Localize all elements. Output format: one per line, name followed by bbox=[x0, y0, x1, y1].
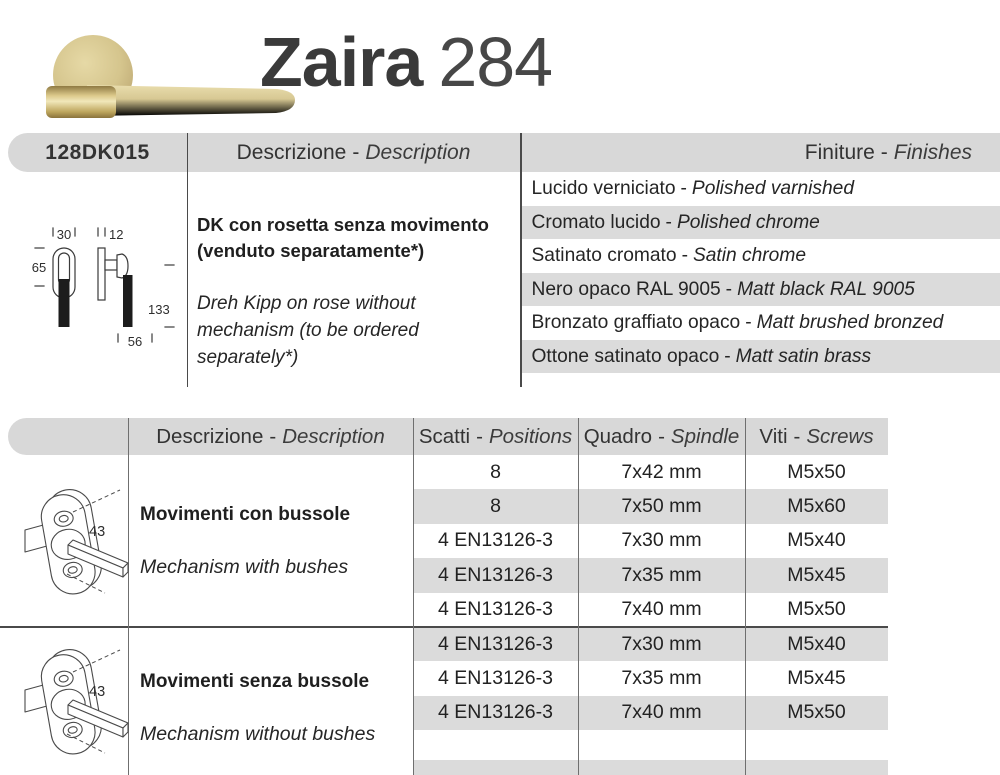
spindle-value: 7x42 mm bbox=[621, 460, 702, 483]
separator-dash: - bbox=[725, 278, 733, 300]
spindle-header-it: Quadro bbox=[583, 424, 653, 448]
finish-en: Matt satin brass bbox=[735, 345, 872, 367]
description-column-header bbox=[128, 418, 413, 455]
dim-projection: 56 bbox=[127, 334, 143, 349]
spindle-value: 7x40 mm bbox=[621, 701, 702, 724]
finish-en: Polished chrome bbox=[676, 211, 820, 233]
description-header-it: Descrizione bbox=[236, 140, 347, 164]
finish-it: Lucido verniciato bbox=[531, 178, 676, 199]
product-code: 128DK015 bbox=[45, 140, 150, 164]
spindle-value: 7x30 mm bbox=[621, 632, 702, 655]
finish-it: Satinato cromato bbox=[531, 245, 677, 266]
spindle-value bbox=[578, 760, 745, 775]
description-text-en: Dreh Kipp on rose without mechanism (to be ordered separately*) bbox=[197, 293, 419, 368]
finishes-header bbox=[520, 133, 1000, 172]
screws-value bbox=[745, 760, 888, 775]
finish-row bbox=[522, 172, 1000, 206]
dim-rose-height: 65 bbox=[31, 260, 47, 275]
separator-dash: - bbox=[745, 312, 752, 333]
description-header bbox=[187, 133, 520, 172]
top-table-divider bbox=[187, 133, 189, 387]
product-name: Zaira bbox=[260, 23, 423, 101]
table-row bbox=[413, 696, 888, 730]
table-row bbox=[413, 489, 888, 523]
spindle-value: 7x35 mm bbox=[621, 563, 702, 586]
bottom-table-header bbox=[8, 418, 888, 455]
group1-label-it: Movimenti con bussole bbox=[140, 504, 351, 525]
table-row bbox=[413, 730, 888, 760]
finishes-list bbox=[522, 172, 1000, 373]
finish-en: Matt black RAL 9005 bbox=[737, 278, 915, 300]
separator-dash: - bbox=[665, 211, 672, 233]
spindle-value: 7x40 mm bbox=[621, 598, 702, 621]
positions-value bbox=[413, 730, 578, 760]
positions-value bbox=[413, 760, 578, 775]
spindle-value: 7x30 mm bbox=[621, 529, 702, 552]
positions-value: 4 EN13126-3 bbox=[438, 598, 553, 621]
finish-it: Cromato lucido bbox=[531, 211, 661, 233]
page-title bbox=[260, 22, 552, 102]
separator-dash: - bbox=[269, 424, 277, 448]
table-row bbox=[413, 661, 888, 695]
finish-row bbox=[522, 239, 1000, 273]
spindle-header-en: Spindle bbox=[670, 424, 740, 448]
positions-value: 4 EN13126-3 bbox=[438, 701, 553, 724]
screws-value: M5x50 bbox=[787, 598, 846, 621]
group-separator-line bbox=[0, 626, 888, 628]
screws-value: M5x45 bbox=[787, 667, 846, 690]
finish-en: Satin chrome bbox=[692, 245, 806, 266]
table-row bbox=[413, 524, 888, 558]
table-row bbox=[413, 627, 888, 661]
screws-value: M5x50 bbox=[787, 701, 846, 724]
screws-value: M5x45 bbox=[787, 563, 846, 586]
finish-it: Bronzato graffiato opaco bbox=[531, 312, 741, 333]
table-row bbox=[413, 760, 888, 775]
description-header-en: Description bbox=[282, 424, 385, 448]
separator-dash: - bbox=[476, 424, 483, 448]
positions-value: 4 EN13126-3 bbox=[438, 632, 553, 655]
finish-en: Matt brushed bronzed bbox=[756, 312, 944, 333]
bottom-table-divider bbox=[745, 418, 746, 775]
positions-value: 8 bbox=[490, 495, 501, 518]
handle-neck bbox=[46, 86, 116, 118]
finish-it: Nero opaco RAL 9005 bbox=[531, 278, 721, 300]
dim-plate-width: 12 bbox=[109, 227, 124, 242]
dim-rose-width: 30 bbox=[56, 227, 72, 242]
table-row bbox=[413, 593, 888, 627]
drawing-lever-front bbox=[59, 279, 70, 327]
spindle-value: 7x35 mm bbox=[621, 667, 702, 690]
finish-row bbox=[522, 306, 1000, 340]
separator-dash: - bbox=[658, 424, 665, 448]
positions-header-it: Scatti bbox=[418, 424, 471, 448]
drawing-column-header bbox=[8, 418, 128, 455]
group2-label-it: Movimenti senza bussole bbox=[140, 671, 370, 692]
description-header-it: Descrizione bbox=[156, 424, 264, 448]
separator-dash: - bbox=[681, 245, 688, 266]
description-text-it: DK con rosetta senza movimento (venduto separatamente*) bbox=[197, 214, 489, 261]
finishes-header-en: Finishes bbox=[893, 140, 972, 164]
finish-row bbox=[522, 273, 1000, 307]
drawing-lever-side bbox=[123, 275, 133, 327]
spindle-column-header bbox=[578, 418, 745, 455]
spindle-value bbox=[578, 730, 745, 760]
dim-mechanism: 43 bbox=[89, 524, 106, 540]
finish-en: Polished varnished bbox=[691, 178, 855, 199]
screws-value: M5x60 bbox=[787, 495, 846, 518]
screws-value bbox=[745, 730, 888, 760]
table-row bbox=[413, 455, 888, 489]
finish-it: Ottone satinato opaco bbox=[531, 345, 720, 367]
bottom-table-divider bbox=[413, 418, 414, 775]
top-table-divider bbox=[520, 133, 522, 387]
positions-value: 4 EN13126-3 bbox=[438, 529, 553, 552]
positions-value: 4 EN13126-3 bbox=[438, 667, 553, 690]
dim-mechanism: 43 bbox=[89, 684, 106, 700]
positions-value: 8 bbox=[490, 460, 501, 483]
finish-row bbox=[522, 206, 1000, 240]
group2-label-en: Mechanism without bushes bbox=[140, 723, 376, 745]
mechanism-drawing-2 bbox=[15, 638, 165, 768]
bottom-table-divider bbox=[578, 418, 579, 775]
description-header-en: Description bbox=[365, 140, 471, 164]
screws-header-it: Viti bbox=[759, 424, 788, 448]
screws-value: M5x40 bbox=[787, 632, 846, 655]
screws-value: M5x50 bbox=[787, 460, 846, 483]
separator-dash: - bbox=[793, 424, 801, 448]
technical-drawing bbox=[28, 222, 186, 354]
separator-dash: - bbox=[352, 140, 360, 164]
screws-header-en: Screws bbox=[806, 424, 874, 448]
separator-dash: - bbox=[724, 345, 731, 367]
group1-label-en: Mechanism with bushes bbox=[140, 556, 349, 578]
dim-lever-length: 133 bbox=[148, 302, 170, 317]
positions-value: 4 EN13126-3 bbox=[438, 563, 553, 586]
mechanism-drawing-1 bbox=[15, 478, 165, 608]
separator-dash: - bbox=[680, 178, 687, 199]
positions-header-en: Positions bbox=[488, 424, 573, 448]
screws-column-header bbox=[745, 418, 888, 455]
table-row bbox=[413, 558, 888, 592]
product-model: 284 bbox=[438, 23, 553, 101]
screws-value: M5x40 bbox=[787, 529, 846, 552]
finish-row bbox=[522, 340, 1000, 374]
spec-rows bbox=[413, 455, 888, 775]
finishes-header-it: Finiture bbox=[804, 140, 875, 164]
separator-dash: - bbox=[880, 140, 888, 164]
spindle-value: 7x50 mm bbox=[621, 495, 702, 518]
positions-column-header bbox=[413, 418, 578, 455]
top-table-header bbox=[8, 133, 1000, 172]
